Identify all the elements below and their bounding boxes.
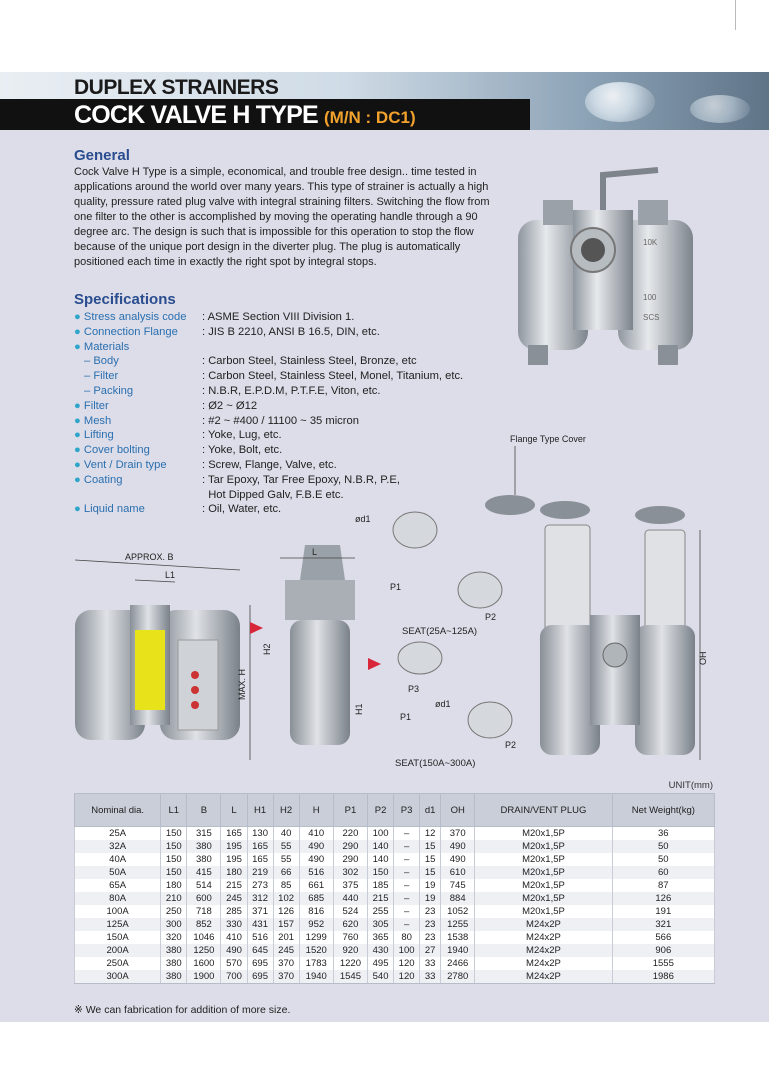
- table-cell: 23: [420, 918, 441, 931]
- table-cell: 285: [221, 905, 247, 918]
- table-cell: –: [394, 827, 420, 841]
- table-header-cell: L: [221, 794, 247, 827]
- spec-value: : Oil, Water, etc.: [202, 503, 282, 516]
- table-cell: 300A: [75, 970, 161, 984]
- table-cell: 273: [247, 879, 273, 892]
- table-cell: 1986: [612, 970, 714, 984]
- table-cell: 321: [612, 918, 714, 931]
- table-cell: 19: [420, 892, 441, 905]
- table-cell: 150: [368, 866, 394, 879]
- table-header-cell: DRAIN/VENT PLUG: [475, 794, 612, 827]
- spec-item: [74, 340, 514, 355]
- table-row: [75, 918, 715, 931]
- table-cell: 380: [161, 944, 187, 957]
- table-cell: 661: [299, 879, 333, 892]
- table-cell: M20x1,5P: [475, 866, 612, 879]
- table-cell: 370: [441, 827, 475, 841]
- table-cell: 120: [394, 970, 420, 984]
- table-cell: 1545: [333, 970, 367, 984]
- spec-value: Hot Dipped Galv, F.B.E etc.: [202, 488, 344, 501]
- table-body: [75, 827, 715, 984]
- spec-item: [74, 384, 514, 399]
- table-cell: M20x1,5P: [475, 879, 612, 892]
- table-cell: 490: [221, 944, 247, 957]
- table-cell: 126: [273, 905, 299, 918]
- table-cell: 220: [333, 827, 367, 841]
- spec-label-text: Connection Flange: [83, 325, 178, 338]
- table-cell: 410: [221, 931, 247, 944]
- spec-label: [74, 414, 202, 429]
- table-cell: 150: [161, 853, 187, 866]
- table-cell: 150: [161, 866, 187, 879]
- svg-text:SCS: SCS: [643, 313, 660, 322]
- bullet-icon: ●: [74, 473, 81, 486]
- table-cell: –: [394, 879, 420, 892]
- table-cell: 1052: [441, 905, 475, 918]
- table-cell: 610: [441, 866, 475, 879]
- table-cell: 140: [368, 853, 394, 866]
- table-cell: 15: [420, 866, 441, 879]
- dim-d1-bottom: ød1: [435, 699, 451, 709]
- dim-p1-top: P1: [390, 582, 402, 592]
- table-cell: 130: [247, 827, 273, 841]
- table-row: [75, 892, 715, 905]
- spec-label-text: Mesh: [83, 414, 112, 427]
- table-cell: 245: [273, 944, 299, 957]
- dim-p2-top: P2: [485, 612, 497, 622]
- spec-value: : #2 ~ #400 / 11100 ~ 35 micron: [202, 414, 359, 427]
- table-cell: 430: [368, 944, 394, 957]
- table-header-row: [75, 794, 715, 827]
- spec-value: : Ø2 ~ Ø12: [202, 399, 258, 412]
- bullet-icon: ●: [74, 444, 81, 457]
- table-cell: 370: [273, 970, 299, 984]
- table-cell: 290: [333, 853, 367, 866]
- table-cell: –: [394, 892, 420, 905]
- dim-l: L: [312, 547, 318, 557]
- table-cell: 19: [420, 879, 441, 892]
- spec-value: : Yoke, Bolt, etc.: [202, 444, 283, 457]
- table-cell: 540: [368, 970, 394, 984]
- spec-label: [74, 384, 202, 399]
- table-cell: 15: [420, 840, 441, 853]
- table-cell: 700: [221, 970, 247, 984]
- spec-label-text: Materials: [83, 340, 130, 353]
- table-cell: 410: [299, 827, 333, 841]
- dim-p2-bottom: P2: [505, 740, 517, 750]
- table-cell: 1250: [187, 944, 221, 957]
- table-cell: 50A: [75, 866, 161, 879]
- table-row: [75, 853, 715, 866]
- table-cell: 2780: [441, 970, 475, 984]
- table-header-cell: Nominal dia.: [75, 794, 161, 827]
- table-cell: 330: [221, 918, 247, 931]
- seat-label-2: SEAT(150A~300A): [395, 758, 476, 769]
- table-row: [75, 879, 715, 892]
- table-cell: M20x1,5P: [475, 892, 612, 905]
- table-cell: 195: [221, 840, 247, 853]
- spec-label-text: Liquid name: [83, 503, 145, 516]
- table-header-cell: d1: [420, 794, 441, 827]
- table-cell: 150: [161, 827, 187, 841]
- spec-label: [74, 340, 202, 355]
- table-cell: 920: [333, 944, 367, 957]
- water-drop-graphic: [690, 95, 750, 123]
- spec-label-text: Lifting: [83, 429, 114, 442]
- page-supertitle: DUPLEX STRAINERS: [74, 76, 279, 99]
- seat-label-1: SEAT(25A~125A): [402, 626, 478, 637]
- table-cell: 1940: [441, 944, 475, 957]
- table-row: [75, 840, 715, 853]
- dimension-table: [74, 793, 715, 984]
- table-header-cell: OH: [441, 794, 475, 827]
- table-cell: 85: [273, 879, 299, 892]
- table-cell: 125A: [75, 918, 161, 931]
- table-header-cell: H1: [247, 794, 273, 827]
- strainer-photo: [508, 160, 708, 375]
- spec-label: [74, 369, 202, 384]
- table-cell: 695: [247, 970, 273, 984]
- general-heading: General: [74, 147, 130, 164]
- table-cell: 245: [221, 892, 247, 905]
- table-cell: 495: [368, 957, 394, 970]
- table-cell: 952: [299, 918, 333, 931]
- table-cell: 302: [333, 866, 367, 879]
- bullet-icon: ●: [74, 503, 81, 516]
- table-cell: 516: [247, 931, 273, 944]
- table-cell: 50: [612, 853, 714, 866]
- table-cell: 165: [221, 827, 247, 841]
- table-cell: 490: [441, 840, 475, 853]
- table-cell: 1299: [299, 931, 333, 944]
- table-cell: 514: [187, 879, 221, 892]
- table-cell: 816: [299, 905, 333, 918]
- svg-text:10K: 10K: [643, 238, 658, 247]
- dim-max-h: MAX. H: [237, 668, 247, 700]
- table-cell: 60: [612, 866, 714, 879]
- table-cell: 150: [161, 840, 187, 853]
- bullet-icon: ●: [74, 325, 81, 338]
- table-cell: 1600: [187, 957, 221, 970]
- table-cell: 490: [299, 840, 333, 853]
- table-cell: 315: [187, 827, 221, 841]
- table-cell: 300: [161, 918, 187, 931]
- table-cell: M20x1,5P: [475, 905, 612, 918]
- table-cell: 180: [221, 866, 247, 879]
- table-cell: 219: [247, 866, 273, 879]
- table-cell: 40: [273, 827, 299, 841]
- table-cell: 685: [299, 892, 333, 905]
- dim-h2: H2: [262, 643, 272, 655]
- spec-label: [74, 310, 202, 325]
- table-cell: 165: [247, 840, 273, 853]
- table-cell: 200A: [75, 944, 161, 957]
- table-cell: 55: [273, 840, 299, 853]
- dimension-diagram: [60, 430, 710, 775]
- table-cell: 380: [187, 853, 221, 866]
- table-cell: 516: [299, 866, 333, 879]
- table-cell: 102: [273, 892, 299, 905]
- bullet-icon: ●: [74, 399, 81, 412]
- table-cell: M24x2P: [475, 970, 612, 984]
- table-cell: 126: [612, 892, 714, 905]
- table-cell: 380: [161, 957, 187, 970]
- table-cell: 645: [247, 944, 273, 957]
- bullet-icon: ●: [74, 458, 81, 471]
- table-cell: 100: [394, 944, 420, 957]
- table-cell: M24x2P: [475, 944, 612, 957]
- bullet-icon: ●: [74, 340, 81, 353]
- dim-h1: H1: [354, 703, 364, 715]
- spec-item: [74, 414, 514, 429]
- edge-line: [735, 0, 736, 30]
- table-cell: 201: [273, 931, 299, 944]
- table-cell: 760: [333, 931, 367, 944]
- table-cell: 36: [612, 827, 714, 841]
- table-cell: 87: [612, 879, 714, 892]
- table-cell: 210: [161, 892, 187, 905]
- table-cell: 180: [161, 879, 187, 892]
- table-cell: 440: [333, 892, 367, 905]
- table-cell: 33: [420, 957, 441, 970]
- table-cell: M20x1,5P: [475, 853, 612, 866]
- table-cell: 695: [247, 957, 273, 970]
- spec-label-text: – Filter: [84, 370, 119, 383]
- table-cell: M20x1,5P: [475, 827, 612, 841]
- footnote: ※ We can fabrication for addition of more size.: [74, 1004, 291, 1016]
- table-row: [75, 866, 715, 879]
- spec-label-text: – Packing: [84, 384, 134, 397]
- unit-label: UNIT(mm): [668, 780, 713, 791]
- table-cell: 380: [187, 840, 221, 853]
- table-cell: 80A: [75, 892, 161, 905]
- table-cell: 25A: [75, 827, 161, 841]
- table-cell: 255: [368, 905, 394, 918]
- table-cell: 320: [161, 931, 187, 944]
- table-cell: 65A: [75, 879, 161, 892]
- table-cell: 600: [187, 892, 221, 905]
- table-cell: 215: [221, 879, 247, 892]
- table-cell: –: [394, 866, 420, 879]
- table-row: [75, 931, 715, 944]
- table-cell: 620: [333, 918, 367, 931]
- table-cell: 1255: [441, 918, 475, 931]
- table-header-cell: H: [299, 794, 333, 827]
- dim-p3: P3: [408, 684, 420, 694]
- table-cell: 1520: [299, 944, 333, 957]
- table-cell: 27: [420, 944, 441, 957]
- table-cell: 250: [161, 905, 187, 918]
- table-cell: 852: [187, 918, 221, 931]
- model-number: (M/N : DC1): [324, 108, 416, 127]
- water-drop-graphic: [585, 82, 655, 122]
- dim-p1-bottom: P1: [400, 712, 412, 722]
- spec-label: [74, 354, 202, 369]
- spec-label-text: Vent / Drain type: [83, 458, 167, 471]
- table-row: [75, 944, 715, 957]
- table-cell: 1555: [612, 957, 714, 970]
- table-header-cell: P2: [368, 794, 394, 827]
- table-cell: 15: [420, 853, 441, 866]
- table-cell: 1046: [187, 931, 221, 944]
- table-cell: 305: [368, 918, 394, 931]
- table-cell: 566: [612, 931, 714, 944]
- bullet-icon: ●: [74, 414, 81, 427]
- spec-value: : ASME Section VIII Division 1.: [202, 311, 355, 323]
- table-cell: M24x2P: [475, 918, 612, 931]
- page-title: [74, 101, 416, 130]
- table-cell: 12: [420, 827, 441, 841]
- table-cell: 290: [333, 840, 367, 853]
- table-cell: 524: [333, 905, 367, 918]
- table-cell: 185: [368, 879, 394, 892]
- spec-item: [74, 399, 514, 414]
- table-cell: 375: [333, 879, 367, 892]
- table-cell: 1900: [187, 970, 221, 984]
- spec-item: [74, 369, 514, 384]
- spec-item: [74, 354, 514, 369]
- table-cell: 55: [273, 853, 299, 866]
- table-header-cell: Net Weight(kg): [612, 794, 714, 827]
- table-row: [75, 957, 715, 970]
- spec-label-text: Stress analysis code: [83, 311, 187, 323]
- spec-label: [74, 399, 202, 414]
- spec-label-text: – Body: [84, 355, 119, 368]
- general-description: Cock Valve H Type is a simple, economical, and trouble free design.. time tested in applications around the world over many years. This type of strainer is actually a high quality, pressure rated plug valve with integral straining filters. Switching the flow from one filter to the other is accomplished by moving the operating handle through a 90 degree arc. The design is such that is impossible for this operation to stop the flow because of the unique port design in the diverter plug. The plug is automatically positioned each time in exactly the right spot by integral stops.: [74, 166, 490, 268]
- table-cell: 431: [247, 918, 273, 931]
- title-main-text: COCK VALVE H TYPE: [74, 101, 318, 129]
- table-cell: 23: [420, 905, 441, 918]
- table-cell: 120: [394, 957, 420, 970]
- spec-item: [74, 310, 514, 325]
- bullet-icon: ●: [74, 311, 81, 323]
- table-cell: 365: [368, 931, 394, 944]
- table-cell: 370: [273, 957, 299, 970]
- table-cell: 312: [247, 892, 273, 905]
- table-cell: 490: [299, 853, 333, 866]
- table-cell: 100: [368, 827, 394, 841]
- spec-label-text: Coating: [83, 473, 123, 486]
- table-cell: 150A: [75, 931, 161, 944]
- table-header-cell: L1: [161, 794, 187, 827]
- table-cell: 2466: [441, 957, 475, 970]
- table-cell: 215: [368, 892, 394, 905]
- table-cell: –: [394, 905, 420, 918]
- svg-text:100: 100: [643, 293, 657, 302]
- table-row: [75, 970, 715, 984]
- table-cell: –: [394, 853, 420, 866]
- spec-label-text: Filter: [83, 399, 109, 412]
- table-cell: 415: [187, 866, 221, 879]
- table-cell: 906: [612, 944, 714, 957]
- table-cell: M24x2P: [475, 957, 612, 970]
- table-header-cell: P1: [333, 794, 367, 827]
- spec-item: [74, 325, 514, 340]
- spec-value: : Carbon Steel, Stainless Steel, Bronze, etc: [202, 355, 417, 368]
- table-cell: 1783: [299, 957, 333, 970]
- table-cell: 157: [273, 918, 299, 931]
- table-cell: –: [394, 840, 420, 853]
- table-cell: 1940: [299, 970, 333, 984]
- spec-value: : N.B.R, E.P.D.M, P.T.F.E, Viton, etc.: [202, 384, 381, 397]
- spec-value: : Screw, Flange, Valve, etc.: [202, 458, 337, 471]
- table-cell: 23: [420, 931, 441, 944]
- table-cell: 50: [612, 840, 714, 853]
- table-row: [75, 827, 715, 841]
- table-cell: 80: [394, 931, 420, 944]
- table-cell: 490: [441, 853, 475, 866]
- table-cell: 191: [612, 905, 714, 918]
- table-cell: M24x2P: [475, 931, 612, 944]
- table-cell: 195: [221, 853, 247, 866]
- table-cell: 1538: [441, 931, 475, 944]
- dim-oh: OH: [698, 651, 708, 665]
- table-cell: 33: [420, 970, 441, 984]
- spec-label: [74, 325, 202, 340]
- table-header-cell: B: [187, 794, 221, 827]
- table-cell: 380: [161, 970, 187, 984]
- table-cell: 165: [247, 853, 273, 866]
- flange-cover-label: Flange Type Cover: [510, 434, 586, 444]
- table-cell: 32A: [75, 840, 161, 853]
- table-header-cell: P3: [394, 794, 420, 827]
- table-cell: 140: [368, 840, 394, 853]
- dim-d1-top: ød1: [355, 514, 371, 524]
- table-cell: –: [394, 918, 420, 931]
- table-cell: 1220: [333, 957, 367, 970]
- table-cell: 100A: [75, 905, 161, 918]
- table-cell: 66: [273, 866, 299, 879]
- bullet-icon: ●: [74, 429, 81, 442]
- table-cell: 718: [187, 905, 221, 918]
- spec-value: : Yoke, Lug, etc.: [202, 429, 282, 442]
- table-cell: 371: [247, 905, 273, 918]
- dim-l1: L1: [165, 570, 176, 580]
- table-cell: M20x1,5P: [475, 840, 612, 853]
- table-row: [75, 905, 715, 918]
- table-cell: 570: [221, 957, 247, 970]
- spec-value: : Carbon Steel, Stainless Steel, Monel, Titanium, etc.: [202, 370, 464, 383]
- spec-value: : Tar Epoxy, Tar Free Epoxy, N.B.R, P.E,: [202, 473, 400, 486]
- table-header-cell: H2: [273, 794, 299, 827]
- specifications-heading: Specifications: [74, 291, 176, 308]
- spec-value: : JIS B 2210, ANSI B 16.5, DIN, etc.: [202, 325, 380, 338]
- table-cell: 884: [441, 892, 475, 905]
- table-cell: 745: [441, 879, 475, 892]
- table-cell: 40A: [75, 853, 161, 866]
- dim-approx-b: APPROX. B: [125, 552, 174, 562]
- table-cell: 250A: [75, 957, 161, 970]
- spec-label-text: Cover bolting: [83, 444, 150, 457]
